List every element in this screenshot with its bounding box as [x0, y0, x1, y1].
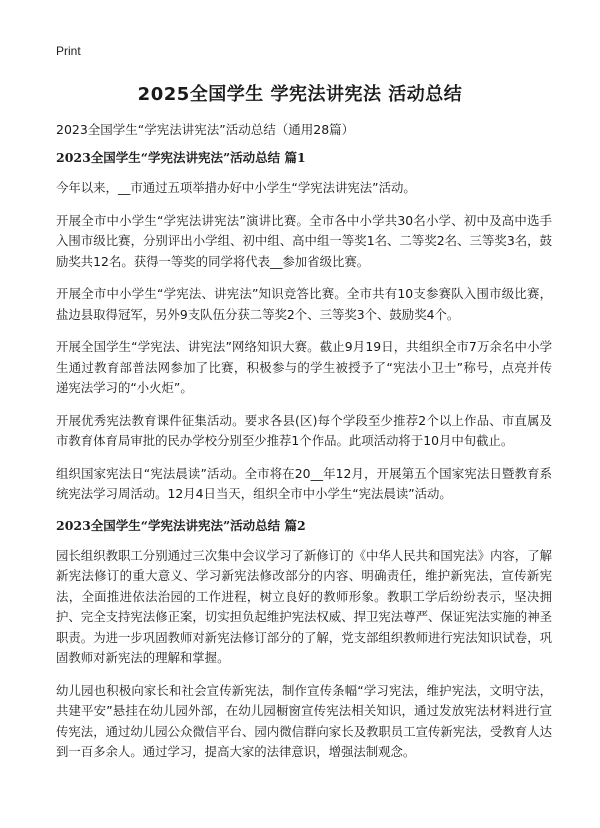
- paragraph: 开展全市中小学生“学宪法讲宪法”演讲比赛。全市各中小学共30名小学、初中及高中选手入围市级比赛，分别评出小学组、初中组、高中组一等奖1名、二等奖2名、三等奖3名，鼓励奖共12名。获得一等奖的同学将代表__参加省级比赛。: [56, 212, 552, 269]
- paragraph: 开展全市中小学生“学宪法、讲宪法”知识竞答比赛。全市共有10支参赛队入围市级比赛，盐边县取得冠军，另外9支队伍分获二等奖2个、三等奖3个、鼓励奖4个。: [56, 286, 552, 322]
- section-heading: 2023全国学生“学宪法讲宪法”活动总结 篇2: [56, 517, 306, 533]
- paragraph: 开展优秀宪法教育课件征集活动。要求各县(区)每个学段至少推荐2个以上作品、市直属及市教育体育局审批的民办学校分别至少推荐1个作品。此项活动将于10月中旬截止。: [56, 412, 552, 448]
- section-1: [56, 149, 552, 505]
- section-heading: 2023全国学生“学宪法讲宪法”活动总结 篇1: [56, 150, 306, 165]
- document-body: [56, 121, 552, 775]
- paragraph: 开展全国学生“学宪法、讲宪法”网络知识大赛。截止9月19日，共组织全市7万余名中小学生通过教育部普法网参加了比赛，积极参与的学生被授予了“宪法小卫士”称号，点亮并传递宪法学习的“小火炬”。: [56, 339, 552, 395]
- section-2: [56, 517, 552, 763]
- paragraph: 今年以来，__市通过五项举措办好中小学生“学宪法讲宪法”活动。: [56, 180, 416, 195]
- page-title: 2025全国学生 学宪法讲宪法 活动总结: [137, 84, 463, 105]
- document-subtitle: 2023全国学生“学宪法讲宪法”活动总结（通用28篇）: [56, 122, 355, 137]
- print-link[interactable]: Print: [56, 44, 81, 58]
- paragraph: 组织国家宪法日“宪法晨读”活动。全市将在20__年12月，开展第五个国家宪法日暨教育系统宪法学习周活动。12月4日当天，组织全市中小学生“宪法晨读”活动。: [56, 465, 552, 501]
- paragraph: 幼儿园也积极向家长和社会宣传新宪法，制作宣传条幅“学习宪法，维护宪法，文明守法，共建平安”悬挂在幼儿园外部，在幼儿园橱窗宣传宪法相关知识，通过发放宪法材料进行宣传宪法，通过幼儿园公众微信平台、园内微信群向家长及教职员工宣传新宪法，受教育人达到一百多余人。通过学习，提高大家的法律意识，增强法制观念。: [56, 682, 552, 759]
- paragraph: 园长组织教职工分别通过三次集中会议学习了新修订的《中华人民共和国宪法》内容，了解新宪法修订的重大意义、学习新宪法修改部分的内容、明确责任，维护新宪法，宣传新宪法，全面推进依法治园的工作进程，树立良好的教师形象。教职工学后纷纷表示，坚决拥护、完全支持宪法修正案，切实担负起维护宪法权威、捍卫宪法尊严、保证宪法实施的神圣职责。为进一步巩固教师对新宪法修订部分的了解，党支部组织教师进行宪法知识试卷，巩固教师对新宪法的理解和掌握。: [56, 547, 552, 665]
